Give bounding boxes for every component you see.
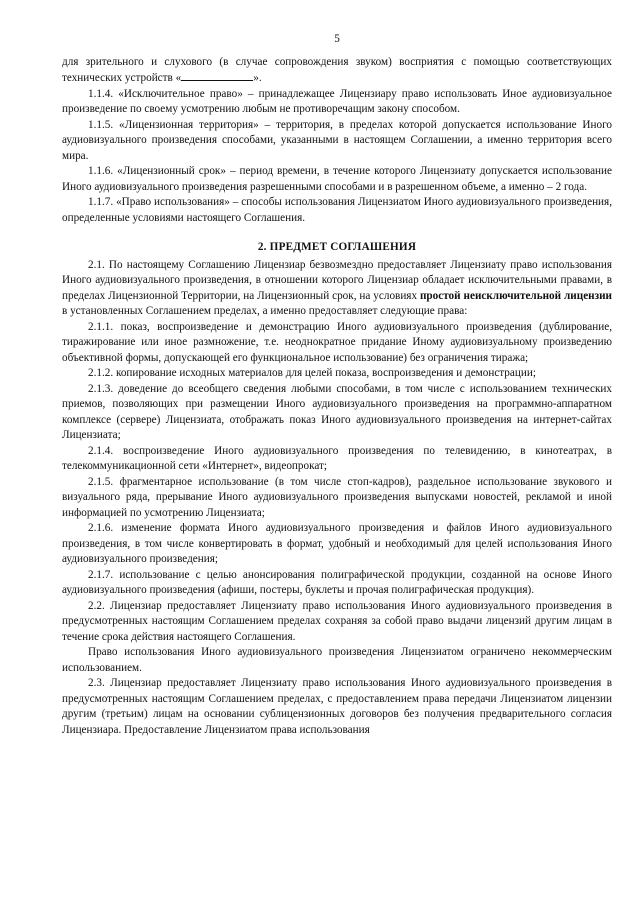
paragraph-text: 2.1. По настоящему Соглашению Лицензиар безвозмездно предоставляет Лицензиату право использования Иного аудиовизуального произведения, в отношении которого Лицензиар обладает исключительными правами, в пределах Лицензионной Территории, на Лицензионный срок, на условиях — [62, 258, 612, 302]
paragraph-2-1 — [62, 258, 612, 320]
paragraph-1-1-4: 1.1.4. «Исключительное право» – принадлежащее Лицензиару право использовать Иное аудиовизуальное произведение по своему усмотрению любым не противоречащим закону способом. — [62, 87, 612, 115]
bold-term: простой неисключительной лицензии — [419, 289, 612, 302]
page-number: 5 — [334, 33, 340, 45]
paragraph-2-1-6: 2.1.6. изменение формата Иного аудиовизуального произведения и файлов Иного аудиовизуального произведения, в том числе конвертировать в формат, удобный и необходимый для целей использования Иного аудиовизуального произведения; — [62, 522, 612, 565]
paragraph-text: для зрительного и слухового (в случае сопровождения звуком) восприятия с помощью соответствующих технических устройств « — [62, 55, 612, 84]
paragraph-continuation — [62, 55, 612, 87]
paragraph-text: ». — [253, 72, 262, 84]
paragraph-2-1-7: 2.1.7. использование с целью анонсирования полиграфической продукции, созданной на основе Иного аудиовизуального произведения (афиши, постеры, буклеты и прочая полиграфическая продукция). — [62, 568, 612, 596]
section-heading: 2. ПРЕДМЕТ СОГЛАШЕНИЯ — [257, 241, 417, 253]
paragraph-2-1-4: 2.1.4. воспроизведение Иного аудиовизуального произведения по телевидению, в кинотеатрах, в телекоммуникационной сети «Интернет», видеопрокат; — [62, 444, 612, 472]
paragraph-1-1-5: 1.1.5. «Лицензионная территория» – территория, в пределах которой допускается использование Иного аудиовизуального произведения способами, указанными в настоящем Соглашении, а именно территория всего мира. — [62, 118, 612, 162]
paragraph-2-1-3: 2.1.3. доведение до всеобщего сведения любыми способами, в том числе с использованием технических приемов, позволяющих при размещении Иного аудиовизуального произведения на программно-аппаратном комплексе (сервере) Лицензиата, отображать показ Иного аудиовизуального произведения на интернет-сайтах Лицензиата; — [62, 382, 612, 441]
paragraph-2-3: 2.3. Лицензиар предоставляет Лицензиату право использования Иного аудиовизуального произведения в предусмотренных настоящим Соглашением пределах, с предоставлением права передачи Лицензиатом лицензии другим (третьим) лицам на основании сублицензионных договоров без получения предварительного согласия Лицензиара. Предоставление Лицензиатом права использования — [62, 677, 612, 736]
paragraph-1-1-6: 1.1.6. «Лицензионный срок» – период времени, в течение которого Лицензиату допускается использование Иного аудиовизуального произведения разрешенными способами и в разрешенном объеме, а именно – 2 года. — [62, 165, 612, 193]
paragraph-1-1-7: 1.1.7. «Право использования» – способы использования Лицензиатом Иного аудиовизуального произведения, определенные условиями настоящего Соглашения. — [62, 196, 612, 224]
blank-field — [181, 70, 253, 81]
paragraph-2-1-2: 2.1.2. копирование исходных материалов для целей показа, воспроизведения и демонстрации; — [88, 367, 536, 379]
paragraph-2-1-1: 2.1.1. показ, воспроизведение и демонстрацию Иного аудиовизуального произведения (дублирование, тиражирование или иное размножение, т.е. неоднократное придание Иному аудиовизуальному произведению объективной формы, допускающей его функциональное использование) без ограничения тиража; — [62, 320, 612, 364]
paragraph-2-2-restriction: Право использования Иного аудиовизуального произведения Лицензиатом ограничено некоммерческим использованием. — [62, 646, 612, 674]
paragraph-2-1-5: 2.1.5. фрагментарное использование (в том числе стоп-кадров), раздельное использование звукового и визуального ряда, прерывание Иного аудиовизуального произведения выпусками новостей, рекламой и иной информацией по усмотрению Лицензиата; — [62, 475, 612, 519]
paragraph-2-2: 2.2. Лицензиар предоставляет Лицензиату право использования Иного аудиовизуального произведения в предусмотренных настоящим Соглашением пределах сохраняя за собой право выдачи лицензий другим лицам в течение срока действия настоящего Соглашения. — [62, 599, 612, 643]
paragraph-text: в установленных Соглашением пределах, а именно предоставляет следующие права: — [62, 305, 468, 317]
